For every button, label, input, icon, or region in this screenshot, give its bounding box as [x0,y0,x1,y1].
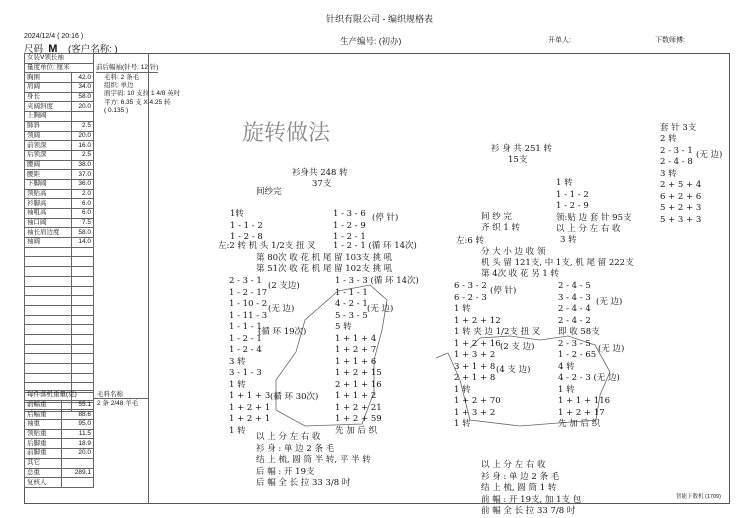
back-left-note-4: (循 环 30次) [270,392,319,402]
watermark-text: 旋转做法 [242,121,331,146]
weight-label: 总重 [25,468,62,478]
step-line: 后 幅 : 开 19支 [256,466,315,477]
back-stop-note: (停 针) [372,213,399,223]
size-label: 尺码 M (客户名称: ) [24,43,118,55]
step-line: 1 + 2 + 12 [454,315,501,326]
spec-label: 肩阔 [25,83,72,93]
step-line: 1 转 [229,425,246,436]
step-line: 1 - 2 - 9 [333,220,366,231]
back-footer [256,432,371,490]
step-line: 1 转 [454,304,471,314]
weight-label: 其它 [25,458,62,468]
weight-label: 前幅重 [25,400,62,410]
step-line: 先 加 后 织 [558,419,601,429]
front-lead: 左:6 转 [456,236,484,246]
front-m3: 第 4次 收 花 另 1 转 [481,269,560,279]
order-maker: 开单人: [548,37,571,44]
step-line: 2 - 4 - 8 [660,157,693,167]
spec-label: 上胸阔 [25,112,72,122]
weight-value: 289.1 [61,468,93,478]
step-line: 1 转 [556,178,573,188]
spec-label: 领阔 [25,131,72,141]
step-line: 1 + 2 + 1 [229,414,271,424]
collar-steps [660,134,701,226]
spec-label: 下脚阔 [25,179,72,189]
spec-label: 袖口阔 [25,218,72,228]
step-line: 2 + 5 + 4 [660,180,702,190]
step-line: 即 收 58支 [558,327,600,337]
weight-value: 20.0 [61,449,93,459]
back-steps [230,209,263,244]
step-line: 先 加 后 织 [335,425,378,436]
spec-label: 腰距 [25,170,72,180]
spec-value: 14.0 [71,238,93,248]
step-line: 1 + 2 + 17 [558,407,605,418]
step-line: 1 - 2 - 4 [229,345,262,355]
step-line: 2 + 1 + 16 [335,379,382,390]
weight-value: 95.0 [61,420,93,430]
front-m2: 机 头 留 121支, 中 1支, 机 尾 留 222支 [481,258,634,268]
machine-footnote: 智能下数机 (1709) [676,494,721,500]
spec-label: 袖阔 [25,238,72,248]
weight-value: 18.9 [61,439,93,449]
step-line: 领:贴 边 套 针 95支 [556,212,632,223]
step-line: 1 - 3 - 6 [333,209,366,219]
step-line: 6 - 2 - 3 [454,292,487,303]
spec-value: 34.0 [71,83,93,93]
back-left-note-1: (2 支边) [268,281,300,291]
step-line: 组织: 单边 [104,82,134,90]
step-line: 衫 身 : 单 边 2 条 毛 [481,471,560,482]
weight-label: 后幅重 [25,410,62,420]
back-note: 间纱完 [256,187,282,197]
step-line: 1 - 2 - 8 [230,232,263,242]
back-right-steps [335,276,419,437]
weight-title: 每件落机重量(克) [25,391,94,401]
step-line: 结 上 梳, 圆 筒 半 转, 平 半 转 [256,455,371,465]
production-number: 生产编号: (初办) [340,36,402,46]
step-line: 1 + 3 + 2 [454,407,496,418]
spec-value: 38.0 [71,160,93,170]
step-line: 2 - 4 - 2 [558,315,591,326]
spec-value: 16.0 [71,141,93,151]
back-left-note-2: (无 边) [268,304,295,314]
step-line: 以 上 分 左 右 收 [256,432,321,442]
step-line: 1 + 1 + 2 [335,391,377,401]
front-left-steps [454,281,540,431]
spec-value: 20.0 [71,131,93,141]
spec-label: 袖咀高 [25,209,72,219]
spec-value: 2.5 [71,121,93,131]
spec-value: 42.0 [71,73,93,83]
back-lead: 左:2 转 机 头 1/2支 扭 叉 [218,241,316,251]
step-line: 1 + 1 + 4 [335,333,377,344]
front-left-note-2: (2 支 边) [500,342,535,352]
step-line: 3 - 1 - 3 [229,368,262,378]
step-line: 5 转 [335,322,352,332]
weight-label: 袖重 [25,420,62,430]
weight-value: 55.1 [61,400,93,410]
spec-label: 后领深 [25,150,72,160]
step-line: 2 - 3 - 5 [558,338,591,349]
step-line: 1 + 2 + 21 [335,402,382,413]
collar-note: (无 边) [696,150,723,160]
spec-value: 20.0 [71,102,93,112]
front-needle-count: 15支 [508,155,528,165]
front-left-note-1: (停 针) [490,286,517,296]
spec-label: 胸围 [25,73,72,83]
step-line: 1 - 1 - 2 [556,189,589,200]
step-line: 1 - 2 - 65 [558,350,597,360]
spec-label: 领贴高 [25,189,72,199]
step-line: 1 + 2 + 15 [335,368,382,378]
step-line: 3 + 1 + 8 [454,361,496,372]
spec-value: 37.0 [71,170,93,180]
step-line: 1 + 2 + 7 [335,345,377,355]
step-line: 2 + 1 + 8 [454,373,496,383]
step-line: 面字码: 10 支拉 1 4/8 英吋 [104,90,181,98]
weight-label: 前脚重 [25,449,62,459]
spec-label: 夹阔斜度 [25,102,72,112]
front-left-note-3: (4 支 边) [496,365,531,375]
step-line: 4 - 2 - 1 [335,299,368,309]
spec-value: 6.0 [71,199,93,209]
step-line: 以 上 分 左 右 收 [481,460,546,470]
step-line: 1 转 [454,384,471,395]
back-total-rows: 衫身共 248 转 [292,168,348,178]
company-title: 针织有限公司 - 编织规格表 [326,14,433,24]
spec-value: 2.5 [71,150,93,160]
needle-gauge: 前后幅袖(针号: 12 针) [96,64,158,73]
step-line: 以 上 分 左 右 收 [556,224,621,234]
spec-label: 腰阔 [25,160,72,170]
yarn-value: 2 条 2/48 羊毛 [97,400,139,407]
step-line: 1 - 2 - 1 [333,232,366,242]
step-line: 4 - 2 - 3 (无 边) [558,373,620,383]
back-left-steps [229,276,270,437]
back-right-note: (无 边) [367,304,394,314]
spec-value: 58.0 [71,92,93,102]
step-line: 4 转 [558,361,575,372]
step-line: 1 - 3 - 3 (循 环 14次) [335,276,419,286]
step-line: 1 转 夹 边 1/2支 扭 叉 [454,327,541,337]
step-line: 1转 [230,209,244,219]
step-line: 1 + 2 + 1 [229,402,271,413]
step-line: 5 + 2 + 3 [660,203,702,213]
step-line: 1 - 2 - 17 [229,287,268,298]
measure-unit: 量度单位: 厘米 [25,63,94,73]
step-line: 1 - 11 - 3 [229,310,268,321]
back-note-2: 第 80次 收 花 机 尾 留 103支 挑 吼 [256,253,393,263]
step-line: ( 0.135 ) [104,106,129,114]
step-line: 3 - 4 - 3 [558,292,591,303]
front-m1: 分 大 小 边 收 领 [481,247,546,257]
step-line: 1 - 1 - 1 [229,322,262,332]
spec-value: 6.0 [71,209,93,219]
back-steps-right [333,209,366,244]
weight-value: 88.6 [61,410,93,420]
spec-value: 58.0 [71,228,93,238]
step-line: 1 + 3 + 2 [454,350,496,360]
front-note-2: 齐 织 1 转 [481,223,521,233]
step-line: 1 转 [229,379,246,390]
step-line: 后 幅 全 长 拉 33 3/8 吋 [256,478,351,488]
knitting-master: 下数师傅: [655,37,685,44]
front-steps [556,178,632,236]
front-total-rows: 衫 身 共 251 转 [491,144,553,154]
step-line: 3 转 [660,168,677,179]
step-line: 结 上 梳, 圆 筒 1 转 [481,483,557,493]
spec-value: 2.0 [71,189,93,199]
step-line: 1 + 2 + 59 [335,414,382,424]
step-line: 1 - 2 - 9 [556,201,589,211]
front-right-note-1: (无 边) [596,297,623,307]
spec-value: 36.0 [71,179,93,189]
spec-label: 前领深 [25,141,72,151]
step-line: 1 - 1 - 2 [230,220,263,231]
spec-label: 袖长肩边度 [25,228,72,238]
print-datetime: 2024/12/4 ( 20:16 ) [24,33,84,40]
step-line: 1 + 1 + 116 [558,396,611,406]
back-cycle: 1 - 2 - 1 (循 环 14次) [333,241,417,251]
step-line: 1 - 2 - 1 [229,333,262,344]
step-line: 前 幅 全 长 拉 33 7/8 吋 [481,506,576,516]
weight-label: 领贴重 [25,429,62,439]
step-line: 1 + 2 + 16 [454,338,501,349]
step-line: 1 + 1 + 6 [335,356,377,367]
front-right-note-2: (无 边) [598,344,625,354]
step-line: 2 - 3 - 1 [229,276,262,286]
step-line: 1 - 1 - 1 [335,287,368,298]
step-line: 5 - 3 - 5 [335,310,368,321]
weight-value: 11.5 [61,429,93,439]
front-note-1: 间 纱 完 [481,212,512,222]
step-line: 前 幅 : 开 19支, 加 1支 包 [481,494,582,505]
step-line: 2 - 4 - 5 [558,281,591,291]
front-lead-2: 3 转 [560,235,577,245]
yarn-title: 毛料名称 [97,391,123,398]
weight-label: 复核人 [25,478,62,488]
garment-type: 女装V领长袖 [25,54,94,64]
step-line: 1 转 [558,384,575,395]
step-line: 5 + 3 + 3 [660,214,702,225]
step-line: 平方: 6.35 支 X 4.25 转 [104,98,171,106]
weight-label: 后脚重 [25,439,62,449]
spec-value: 7.5 [71,218,93,228]
step-line: 3 转 [229,356,246,367]
collar-title: 套 针 3支 [660,123,697,133]
step-line: 2 转 [660,134,677,144]
spec-label: 身长 [25,92,72,102]
step-line: 2 - 4 - 4 [558,304,591,314]
step-line: 1 + 1 + 3 [229,391,271,401]
step-line: 6 - 3 - 2 [454,281,487,291]
spec-label: 衫脚高 [25,199,72,209]
spec-label: 肺斜 [25,121,72,131]
back-note-3: 第 51次 收 花 机 尾 留 102支 挑 吼 [256,264,393,274]
back-left-note-3: (循 环 19次) [258,327,307,337]
step-line: 1 - 10 - 2 [229,299,268,309]
step-line: 衫 身 : 单 边 2 条 毛 [256,443,335,454]
step-line: 2 - 3 - 1 [660,145,693,156]
step-line: 1 转 [454,419,471,429]
step-line: 1 + 2 + 70 [454,396,501,406]
step-line: 毛料: 2 条毛 [104,74,140,81]
step-line: 6 + 2 + 6 [660,191,702,202]
back-needle-count: 37支 [312,179,332,189]
